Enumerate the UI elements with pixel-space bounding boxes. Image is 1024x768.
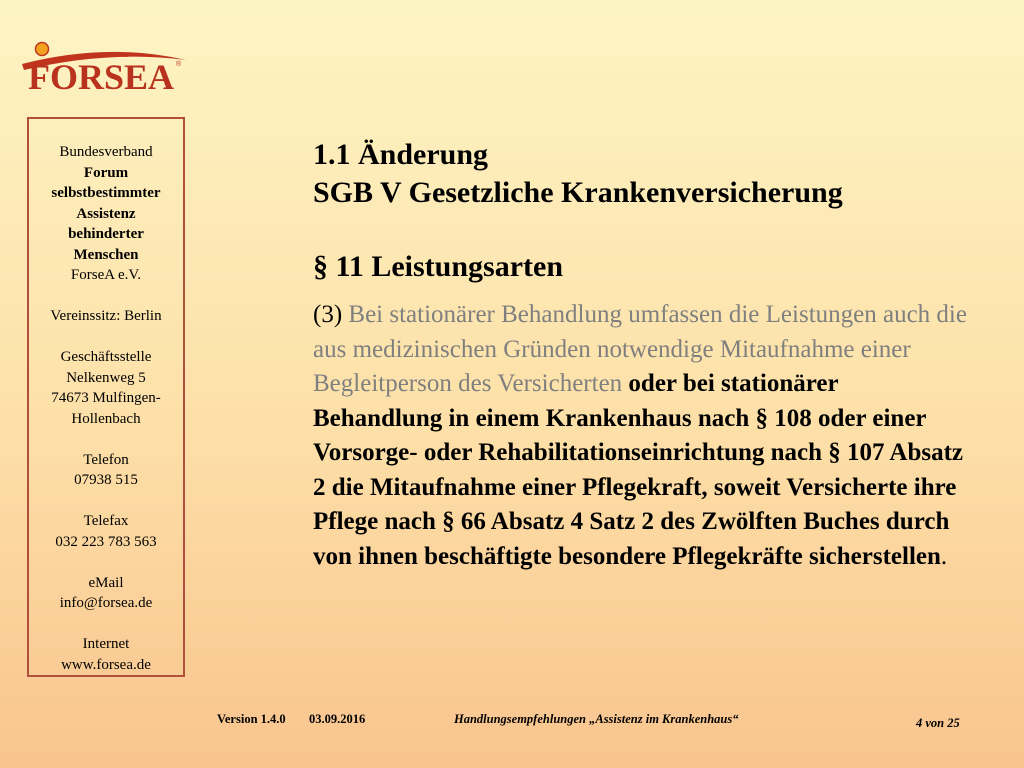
- org-name-line: Forum: [83, 164, 129, 181]
- org-name-line: behinderter: [68, 226, 144, 242]
- logo-text: FORSEA: [28, 57, 175, 92]
- org-name-line: Assistenz: [76, 205, 136, 222]
- footer-date: 03.09.2016: [309, 712, 366, 726]
- paragraph: [313, 298, 973, 574]
- para-bold-text: oder bei stationärer Behandlung in einem Krankenhaus nach § 108 oder einer Vorsorge- oder Rehabilitationseinrichtung nach § 107 Absatz 2 die Mitaufnahme einer Pflegekraft, soweit Versicherte ihre Pflege nach § 66 Absatz 4 Satz 2 des Zwölften Buches durch von ihnen beschäftigte besondere Pflegekräfte sicherstellen: [313, 370, 964, 570]
- city-line-2: Hollenbach: [71, 410, 141, 427]
- fax-number: 032 223 783 563: [55, 533, 157, 550]
- footer-version: Version 1.4.0: [217, 712, 286, 726]
- seat: Vereinssitz: Berlin: [50, 308, 162, 324]
- org-name-line: Menschen: [73, 246, 139, 263]
- svg-text:®: ®: [176, 61, 182, 68]
- org-name-line: selbstbestimmter: [51, 185, 161, 201]
- phone-label: Telefon: [83, 451, 129, 468]
- city-line-1: 74673 Mulfingen-: [51, 390, 161, 406]
- page-number: 4 von 25: [916, 716, 960, 730]
- org-short: ForseA e.V.: [70, 267, 142, 283]
- fax-label: Telefax: [83, 513, 129, 529]
- forsea-logo: [18, 40, 188, 92]
- slide-title: [313, 136, 993, 212]
- para-end: .: [940, 542, 948, 570]
- email-link[interactable]: info@forsea.de: [59, 595, 153, 611]
- web-link[interactable]: www.forsea.de: [61, 656, 151, 673]
- contact-sidebar: [27, 117, 185, 677]
- para-prefix: (3): [313, 301, 349, 328]
- title-line-2: SGB V Gesetzliche Krankenversicherung: [313, 176, 843, 209]
- phone-number: 07938 515: [74, 472, 138, 488]
- web-label: Internet: [82, 636, 130, 652]
- title-line-1: 1.1 Änderung: [313, 138, 489, 171]
- section-heading: § 11 Leistungsarten: [313, 250, 564, 283]
- slide-content: [313, 136, 993, 574]
- footer-doc-title: Handlungsempfehlungen „Assistenz im Krankenhaus“: [454, 712, 739, 726]
- email-label: eMail: [88, 574, 124, 591]
- office-label: Geschäftsstelle: [60, 349, 152, 365]
- sidebar-line: Bundesverband: [59, 144, 153, 160]
- street: Nelkenweg 5: [66, 369, 146, 386]
- para-gray-text: Bei stationärer Behandlung umfassen die Leistungen auch die aus medizinischen Gründen notwendige Mitaufnahme einer Begleitperson des Versicherten: [313, 301, 967, 397]
